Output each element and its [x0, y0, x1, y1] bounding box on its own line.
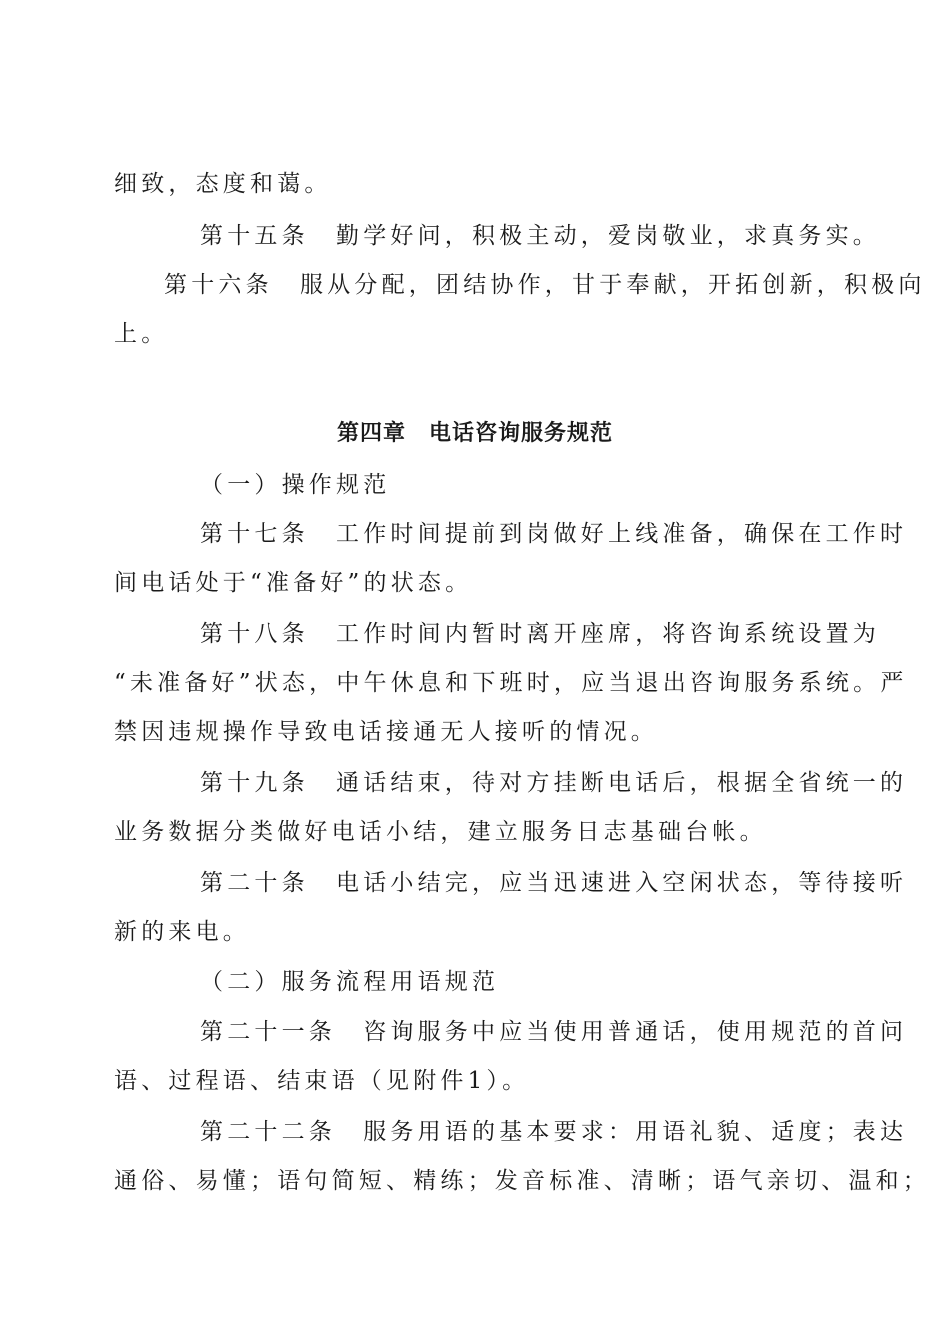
article-15: 第十五条 勤学好问，积极主动，爱岗敬业，求真务实。	[200, 223, 880, 249]
article-17: 第十七条 工作时间提前到岗做好上线准备，确保在工作时	[200, 521, 908, 547]
text-line: 语、过程语、结束语（见附件1）。	[114, 1068, 530, 1094]
article-22: 第二十二条 服务用语的基本要求：用语礼貌、适度；表达	[200, 1119, 908, 1145]
text-line: 间电话处于“准备好”的状态。	[114, 570, 473, 596]
text-line: “未准备好”状态，中午休息和下班时，应当退出咨询服务系统。严	[114, 670, 908, 696]
text-line: 新的来电。	[114, 919, 250, 945]
article-16: 第十六条 服从分配，团结协作，甘于奉献，开拓创新，积极向	[164, 272, 926, 298]
article-21: 第二十一条 咨询服务中应当使用普通话，使用规范的首问	[200, 1019, 908, 1045]
chapter-heading: 第四章 电话咨询服务规范	[336, 421, 613, 446]
text-line: 细致，态度和蔼。	[114, 171, 332, 197]
text-line: 通俗、易懂；语句简短、精练；发音标准、清晰；语气亲切、温和；	[114, 1168, 930, 1194]
article-18: 第十八条 工作时间内暂时离开座席，将咨询系统设置为	[200, 621, 880, 647]
article-19: 第十九条 通话结束，待对方挂断电话后，根据全省统一的	[200, 770, 908, 796]
text-line: 业务数据分类做好电话小结，建立服务日志基础台帐。	[114, 819, 767, 845]
text-line: 上。	[114, 321, 169, 347]
article-20: 第二十条 电话小结完，应当迅速进入空闲状态，等待接听	[200, 870, 908, 896]
section-heading-operation: （一）操作规范	[200, 472, 391, 498]
section-heading-process: （二）服务流程用语规范	[200, 969, 500, 995]
text-line: 禁因违规操作导致电话接通无人接听的情况。	[114, 719, 658, 745]
